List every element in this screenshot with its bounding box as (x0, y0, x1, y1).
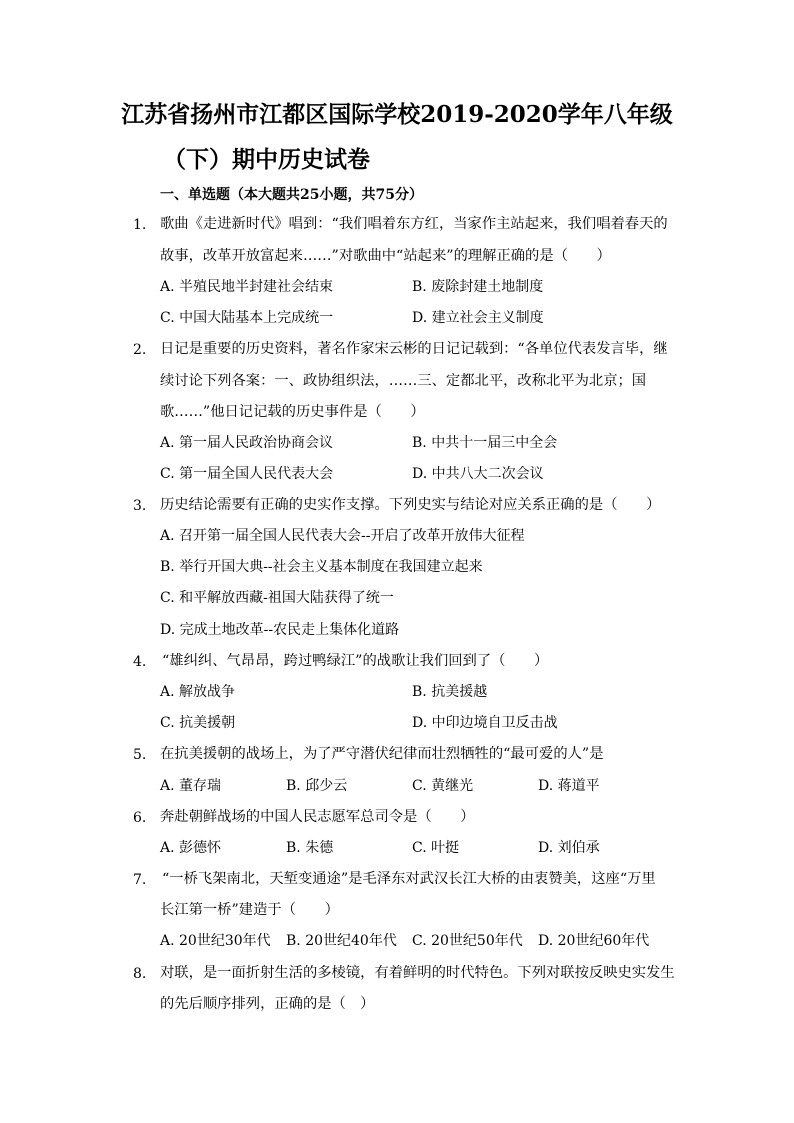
option-c[interactable]: C. 黄继光 (412, 778, 474, 794)
option-b[interactable]: B. 中共十一届三中全会 (412, 435, 558, 451)
option-c[interactable]: C. 20世纪50年代 (412, 933, 523, 949)
question-stem-line: 在抗美援朝的战场上，为了严守潜伏纪律而壮烈牺牲的“最可爱的人”是 (160, 746, 604, 762)
question-stem-line: 续讨论下列各案：一、政协组织法，……三、定都北平，改称北平为北京；国 (160, 373, 647, 389)
option-c[interactable]: C. 抗美援朝 (160, 715, 236, 731)
question-stem-line: 长江第一桥”建造于（ ） (160, 902, 339, 918)
exam-title-line-1: 江苏省扬州市江都区国际学校2019-2020学年八年级 (121, 101, 673, 128)
option-b[interactable]: B. 朱德 (286, 840, 334, 856)
option-d[interactable]: D. 20世纪60年代 (538, 933, 650, 949)
option-a[interactable]: A. 半殖民地半封建社会结束 (160, 279, 334, 295)
option-d[interactable]: D. 刘伯承 (538, 840, 600, 856)
question-stem-line: 歌……”他日记记载的历史事件是（ ） (160, 404, 425, 420)
option-c[interactable]: C. 叶挺 (412, 840, 460, 856)
option-d[interactable]: D. 建立社会主义制度 (412, 310, 544, 326)
question-stem-line: 故事，改革开放富起来……”对歌曲中“站起来”的理解正确的是（ ） (160, 248, 611, 264)
question-stem-line: 对联，是一面折射生活的多棱镜，有着鲜明的时代特色。下列对联按反映史实发生 (160, 965, 675, 981)
question-stem-line: 日记是重要的历史资料，著名作家宋云彬的日记记载到：“各单位代表发言毕，继 (160, 341, 668, 357)
question-number: 2. (133, 342, 147, 358)
option-a[interactable]: A. 解放战争 (160, 684, 236, 700)
option-a[interactable]: A. 董存瑞 (160, 778, 222, 794)
question-number: 3. (133, 498, 147, 514)
question-number: 8. (133, 966, 147, 982)
option-b[interactable]: B. 20世纪40年代 (286, 933, 397, 949)
question-stem-line: 奔赴朝鲜战场的中国人民志愿军总司令是（ ） (160, 809, 475, 825)
question-number: 7. (133, 872, 147, 888)
option-c[interactable]: C. 中国大陆基本上完成统一 (160, 310, 334, 326)
option-d[interactable]: D. 完成土地改革--农民走上集体化道路 (160, 622, 400, 638)
question-stem-line: 的先后顺序排列，正确的是（ ） (160, 996, 375, 1012)
option-b[interactable]: B. 邱少云 (286, 778, 348, 794)
option-c[interactable]: C. 第一届全国人民代表大会 (160, 466, 334, 482)
option-b[interactable]: B. 抗美援越 (412, 684, 488, 700)
question-stem-line: “一桥飞架南北，天堑变通途”是毛泽东对武汉长江大桥的由衷赞美，这座“万里 (162, 871, 656, 887)
question-number: 1. (133, 217, 147, 233)
question-number: 6. (133, 810, 147, 826)
option-d[interactable]: D. 蒋道平 (538, 778, 600, 794)
option-a[interactable]: A. 第一届人民政治协商会议 (160, 435, 334, 451)
question-stem-line: 歌曲《走进新时代》唱到：“我们唱着东方红，当家作主站起来，我们唱着春天的 (160, 216, 668, 232)
option-a[interactable]: A. 20世纪30年代 (160, 933, 271, 949)
option-b[interactable]: B. 废除封建土地制度 (412, 279, 544, 295)
option-d[interactable]: D. 中共八大二次会议 (412, 466, 544, 482)
option-a[interactable]: A. 彭德怀 (160, 840, 222, 856)
section-header: 一、单选题（本大题共25小题，共75分） (160, 187, 423, 203)
option-a[interactable]: A. 召开第一届全国人民代表大会--开启了改革开放伟大征程 (160, 528, 525, 544)
exam-title-line-2: （下）期中历史试卷 (163, 146, 370, 173)
question-number: 4. (133, 654, 147, 670)
question-number: 5. (133, 747, 147, 763)
option-d[interactable]: D. 中印边境自卫反击战 (412, 715, 558, 731)
option-b[interactable]: B. 举行开国大典--社会主义基本制度在我国建立起来 (160, 559, 483, 575)
question-stem-line: “雄纠纠、气昂昂，跨过鸭绿江”的战歌让我们回到了（ ） (162, 653, 549, 669)
question-stem-line: 历史结论需要有正确的史实作支撑。下列史实与结论对应关系正确的是（ ） (160, 497, 661, 513)
option-c[interactable]: C. 和平解放西藏-祖国大陆获得了统一 (160, 590, 394, 606)
